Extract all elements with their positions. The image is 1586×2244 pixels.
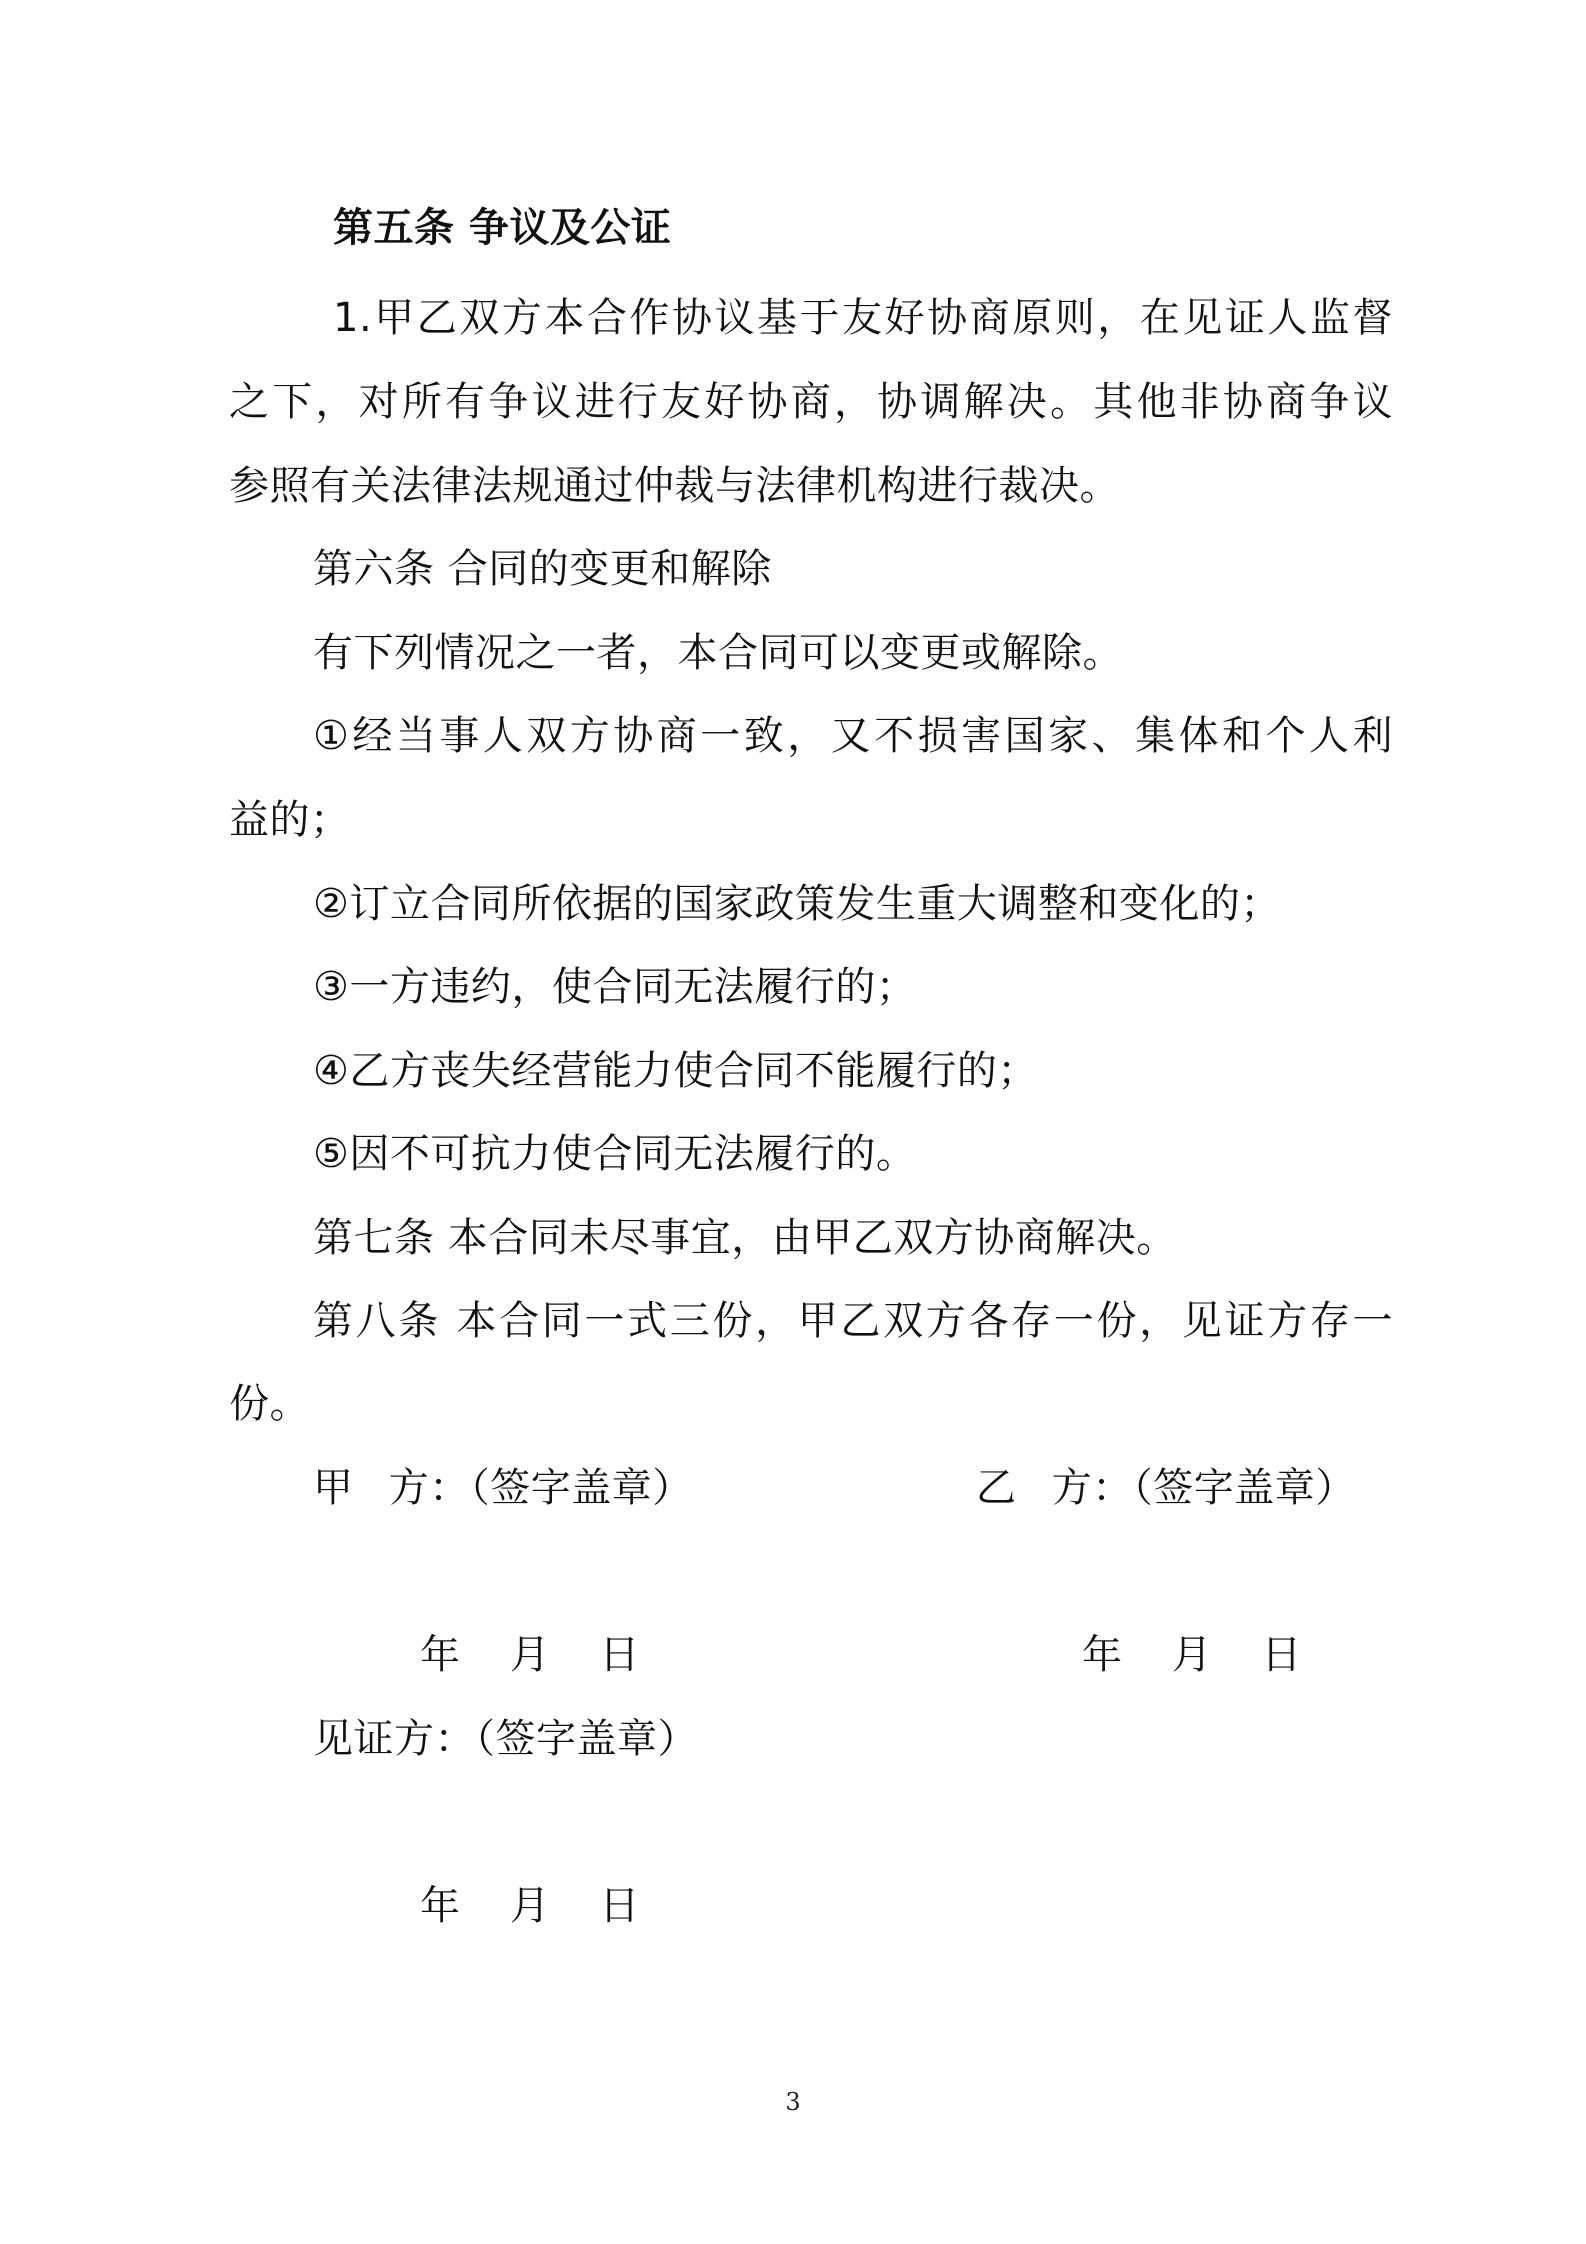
page-number: 3	[785, 2088, 801, 2116]
party-a-signature: 甲 方：（签字盖章）	[313, 1465, 693, 1511]
party-b-signature: 乙 方：（签字盖章）	[976, 1465, 1356, 1511]
witness-date: 年 月 日	[420, 1883, 640, 1929]
article6-item3: ③一方违约，使合同无法履行的；	[313, 964, 917, 1010]
article7-text: 第七条 本合同未尽事宜，由甲乙双方协商解决。	[313, 1215, 1177, 1261]
article6-item1-line2: 益的；	[229, 797, 351, 843]
article6-item4: ④乙方丧失经营能力使合同不能履行的；	[313, 1048, 1038, 1094]
article6-item5: ⑤因不可抗力使合同无法履行的。	[313, 1131, 917, 1177]
article6-heading: 第六条 合同的变更和解除	[313, 546, 772, 592]
article6-item1-line1: ①经当事人双方协商一致，又不损害国家、集体和个人利	[313, 713, 1393, 759]
witness-signature: 见证方：（签字盖章）	[313, 1716, 698, 1762]
article8-line1: 第八条 本合同一式三份，甲乙双方各存一份，见证方存一	[313, 1298, 1393, 1344]
article5-para1-line1: 1.甲乙双方本合作协议基于友好协商原则，在见证人监督	[333, 295, 1393, 341]
article6-intro: 有下列情况之一者，本合同可以变更或解除。	[313, 630, 1123, 676]
party-b-date: 年 月 日	[1082, 1632, 1302, 1678]
article6-item2: ②订立合同所依据的国家政策发生重大调整和变化的；	[313, 881, 1281, 927]
party-a-date: 年 月 日	[420, 1632, 640, 1678]
article5-para1-line2: 之下，对所有争议进行友好协商，协调解决。其他非协商争议	[229, 379, 1393, 425]
article5-para1-line3: 参照有关法律法规通过仲裁与法律机构进行裁决。	[229, 463, 1120, 509]
article5-heading: 第五条 争议及公证	[333, 205, 672, 251]
article8-line2: 份。	[229, 1381, 310, 1427]
